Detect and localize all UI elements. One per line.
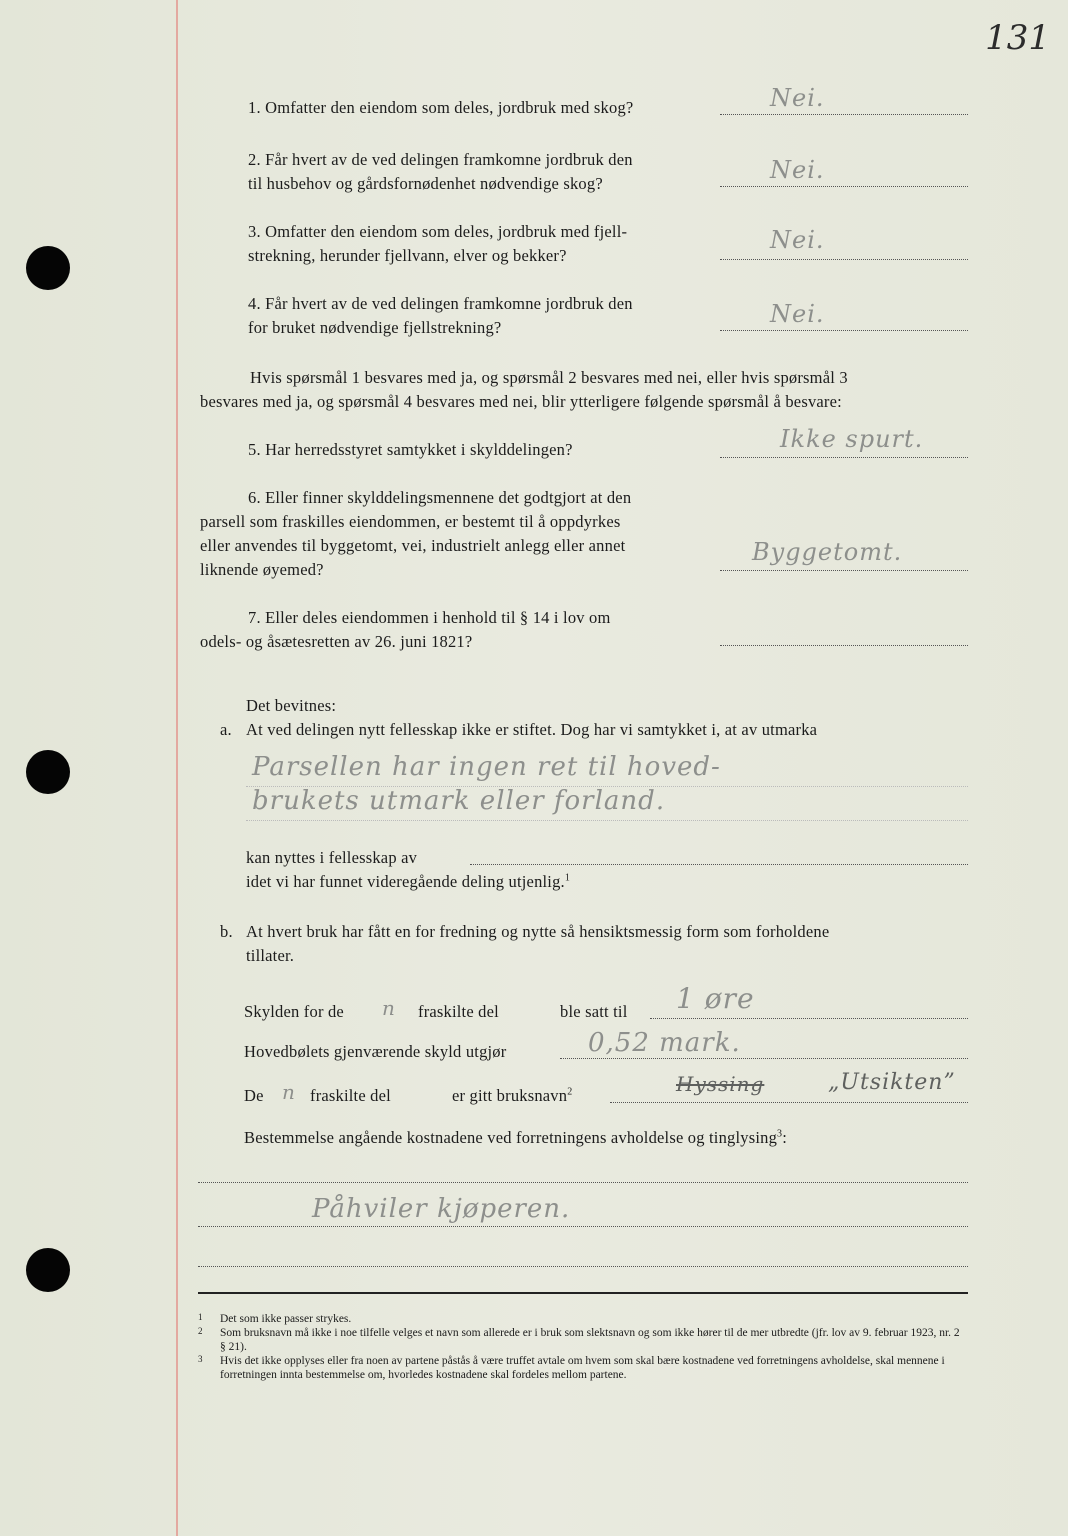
answer-line	[610, 1102, 968, 1103]
witness-a-text: At ved delingen nytt fellesskap ikke er stiftet. Dog har vi samtykket i, at av utmarka	[246, 720, 818, 739]
bruksnavn-text: er gitt bruksnavn	[452, 1086, 568, 1105]
question-line: for bruket nødvendige fjellstrekning?	[248, 318, 502, 337]
answer-line	[720, 457, 968, 458]
footnote-number: 2	[198, 1326, 203, 1336]
answer-line	[720, 570, 968, 571]
question-line: odels- og åsætesretten av 26. juni 1821?	[200, 632, 473, 651]
handwritten-answer: Påhviler kjøperen.	[312, 1194, 571, 1224]
item-label: a.	[220, 720, 232, 739]
answer-line	[198, 1266, 968, 1267]
footnote-ref: 1	[564, 872, 571, 884]
answer-line	[198, 1226, 968, 1227]
footnote	[198, 1354, 968, 1382]
witness-b-text	[246, 920, 970, 968]
answer-line	[560, 1058, 968, 1059]
question-line: til husbehov og gårdsfornødenhet nødvendige skog?	[248, 174, 603, 193]
footnote-text: Som bruksnavn må ikke i noe tilfelle velges et navn som allerede er i bruk som slektsnavn og som ikke hører til de mer utbredte (jfr. lov av 9. februar 1923, nr. 2 § 21).	[220, 1327, 960, 1353]
intro-line: Hvis spørsmål 1 besvares med ja, og spørsmål 2 besvares med nei, eller hvis spørsmål 3	[250, 368, 848, 387]
footnote-ref: 2	[567, 1086, 573, 1098]
handwritten-answer: Byggetomt.	[752, 538, 903, 566]
handwritten-utmark-line: Parsellen har ingen ret til hoved-	[252, 752, 721, 782]
question-5	[248, 438, 718, 462]
idet-text	[246, 870, 570, 894]
answer-line	[720, 186, 968, 187]
question-1	[248, 96, 718, 120]
question-line: liknende øyemed?	[200, 560, 324, 579]
question-line: strekning, herunder fjellvann, elver og bekker?	[248, 246, 567, 265]
footnote-rule	[198, 1292, 968, 1294]
question-line: 7. Eller deles eiendommen i henhold til § 14 i lov om	[248, 608, 611, 627]
b-line: tillater.	[246, 946, 295, 965]
bruksnavn-label: De	[244, 1086, 264, 1105]
footnote	[198, 1326, 968, 1354]
item-label: b.	[220, 922, 233, 941]
footnotes	[198, 1312, 968, 1382]
b-line: At hvert bruk har fått en for fredning og nytte så hensiktsmessig form som forholdene	[246, 922, 830, 941]
question-line: 1. Omfatter den eiendom som deles, jordbruk med skog?	[248, 98, 634, 117]
question-7	[200, 606, 720, 654]
bruksnavn-label: fraskilte del	[310, 1086, 391, 1105]
kostnader-text: Bestemmelse angående kostnadene ved forretningens avholdelse og tinglysing	[244, 1128, 778, 1147]
skyld-label: fraskilte del	[418, 1002, 499, 1021]
fellesskap-label: kan nyttes i fellesskap av	[246, 848, 418, 867]
handwritten-answer: Nei.	[770, 300, 825, 328]
answer-line	[650, 1018, 968, 1019]
conditional-intro	[200, 366, 970, 414]
margin-line	[176, 0, 178, 1536]
footnote	[198, 1312, 968, 1326]
hovedbol-label: Hovedbølets gjenværende skyld utgjør	[244, 1042, 507, 1061]
skyld-label: ble satt til	[560, 1002, 628, 1021]
answer-line	[720, 645, 968, 646]
footnote-ref: 3	[777, 1128, 783, 1140]
footnote-number: 1	[198, 1312, 203, 1322]
footnote-text: Det som ikke passer strykes.	[220, 1313, 352, 1325]
witness-heading: Det bevitnes:	[246, 696, 337, 715]
handwritten-answer: 1 øre	[676, 982, 755, 1015]
punch-hole	[26, 246, 70, 290]
question-line: 6. Eller finner skylddelingsmennene det godtgjort at den	[248, 488, 632, 507]
page-number: 131	[985, 18, 1050, 58]
answer-line	[720, 330, 968, 331]
handwritten-mark: n	[382, 996, 396, 1020]
question-line: parsell som fraskilles eiendommen, er bestemt til å oppdyrkes	[200, 512, 621, 531]
handwritten-answer: Nei.	[770, 156, 825, 184]
handwritten-answer: Nei.	[770, 226, 825, 254]
intro-line: besvares med ja, og spørsmål 4 besvares med nei, blir ytterligere følgende spørsmål å besvare:	[200, 392, 842, 411]
idet-line: idet vi har funnet videregående deling utjenlig.	[246, 872, 565, 891]
question-4	[248, 292, 728, 340]
handwritten-mark: n	[282, 1080, 296, 1104]
kostnader-label: Bestemmelse angående kostnadene ved forretningens avholdelse og tinglysing$^3$:	[244, 1128, 788, 1147]
handwritten-answer: Nei.	[770, 84, 825, 112]
answer-line	[470, 864, 968, 865]
handwritten-answer: Ikke spurt.	[780, 425, 924, 453]
answer-line	[198, 1182, 968, 1183]
handwritten-utmark-line: brukets utmark eller forland.	[252, 786, 666, 816]
answer-line	[720, 114, 968, 115]
skyld-label: Skylden for de	[244, 1002, 344, 1021]
question-line: 5. Har herredsstyret samtykket i skylddelingen?	[248, 440, 573, 459]
handwritten-answer: 0,52 mark.	[588, 1028, 741, 1058]
footnote-number: 3	[198, 1354, 203, 1364]
punch-hole	[26, 750, 70, 794]
footnote-text: Hvis det ikke opplyses eller fra noen av partene påstås å være truffet avtale om hvem som skal bære kostnadene ved forretningens avholdelse, skal mennene i forretningen innta bestemmelse om, hvorledes kostnadene skal fordeles mellom partene.	[220, 1355, 945, 1381]
question-6	[200, 486, 720, 582]
question-line: eller anvendes til byggetomt, vei, industrielt anlegg eller annet	[200, 536, 626, 555]
question-line: 4. Får hvert av de ved delingen framkomne jordbruk den	[248, 294, 633, 313]
bruksnavn-label	[452, 1084, 572, 1108]
question-line: 2. Får hvert av de ved delingen framkomne jordbruk den	[248, 150, 633, 169]
question-3	[248, 220, 728, 268]
punch-hole	[26, 1248, 70, 1292]
handwritten-answer: „Utsikten”	[828, 1070, 956, 1095]
question-2	[248, 148, 728, 196]
answer-line	[246, 820, 968, 821]
question-line: 3. Omfatter den eiendom som deles, jordbruk med fjell-	[248, 222, 628, 241]
struck-name: Hyssing	[676, 1072, 765, 1096]
answer-line	[720, 259, 968, 260]
